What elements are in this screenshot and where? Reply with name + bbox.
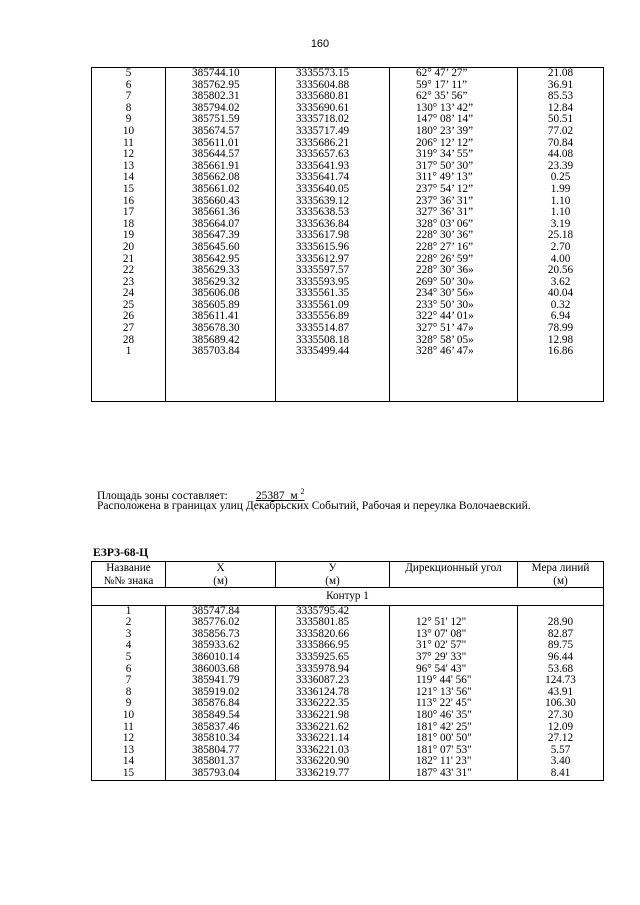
point-number: 22 <box>92 265 166 277</box>
line-length: 6.94 <box>518 311 604 323</box>
x-coordinate: 385611.01 <box>166 138 276 150</box>
direction-angle: 228° 30’ 36» <box>390 265 518 277</box>
x-coordinate: 385794.02 <box>166 103 276 115</box>
point-number: 2 <box>92 617 166 629</box>
coordinates-table-1 <box>91 67 604 402</box>
table-row <box>92 346 604 358</box>
direction-angle: 319° 34’ 55” <box>390 149 518 161</box>
direction-angle: 328° 58’ 05» <box>390 335 518 347</box>
x-coordinate: 385606.08 <box>166 288 276 300</box>
y-coordinate: 3335639.12 <box>276 196 390 208</box>
y-coordinate: 3335573.15 <box>276 68 390 80</box>
y-coordinate: 3335561.35 <box>276 288 390 300</box>
point-number: 7 <box>92 91 166 103</box>
direction-angle: 328° 46’ 47» <box>390 346 518 358</box>
table-row <box>92 68 604 80</box>
point-number: 21 <box>92 254 166 266</box>
point-number: 14 <box>92 172 166 184</box>
line-length: 1.10 <box>518 207 604 219</box>
y-coordinate: 3335925.65 <box>276 652 390 664</box>
direction-angle: 237° 54’ 12” <box>390 184 518 196</box>
y-coordinate: 3335593.95 <box>276 277 390 289</box>
area-label: Площадь зоны составляет: <box>97 489 228 502</box>
x-coordinate: 385856.73 <box>166 629 276 641</box>
table-row <box>92 265 604 277</box>
point-number: 16 <box>92 196 166 208</box>
y-coordinate: 3335690.61 <box>276 103 390 115</box>
x-coordinate: 385941.79 <box>166 675 276 687</box>
direction-angle: 327° 51’ 47» <box>390 323 518 335</box>
table-header-row <box>92 562 604 588</box>
point-number: 6 <box>92 664 166 676</box>
x-coordinate: 385876.84 <box>166 698 276 710</box>
y-coordinate: 3336221.98 <box>276 710 390 722</box>
table-row <box>92 675 604 687</box>
line-length: 85.53 <box>518 91 604 103</box>
table-row <box>92 242 604 254</box>
header-y: У (м) <box>276 562 390 588</box>
x-coordinate: 385661.36 <box>166 207 276 219</box>
y-coordinate: 3335717.49 <box>276 126 390 138</box>
table-row <box>92 126 604 138</box>
y-coordinate: 3336220.90 <box>276 756 390 768</box>
x-coordinate: 385662.08 <box>166 172 276 184</box>
x-coordinate: 385933.62 <box>166 640 276 652</box>
empty-cell <box>276 358 390 402</box>
point-number: 11 <box>92 722 166 734</box>
point-number: 1 <box>92 605 166 617</box>
point-number: 27 <box>92 323 166 335</box>
point-number: 15 <box>92 184 166 196</box>
line-length: 1.99 <box>518 184 604 196</box>
y-coordinate: 3335636.84 <box>276 219 390 231</box>
line-length: 44.08 <box>518 149 604 161</box>
x-coordinate: 385611.41 <box>166 311 276 323</box>
y-coordinate: 3335641.93 <box>276 161 390 173</box>
x-coordinate: 385629.33 <box>166 265 276 277</box>
zone-code-heading: ЕЗРЗ-68-Ц <box>93 547 149 559</box>
point-number: 15 <box>92 768 166 780</box>
table-row <box>92 768 604 780</box>
x-coordinate: 385810.34 <box>166 733 276 745</box>
point-number: 3 <box>92 629 166 641</box>
point-number: 26 <box>92 311 166 323</box>
line-length: 0.32 <box>518 300 604 312</box>
x-coordinate: 385919.02 <box>166 687 276 699</box>
line-length: 106.30 <box>518 698 604 710</box>
x-coordinate: 385647.39 <box>166 230 276 242</box>
direction-angle: 180° 46' 35" <box>390 710 518 722</box>
x-coordinate: 385703.84 <box>166 346 276 358</box>
point-number: 8 <box>92 687 166 699</box>
direction-angle: 187° 43' 31" <box>390 768 518 780</box>
line-length: 2.70 <box>518 242 604 254</box>
x-coordinate: 385645.60 <box>166 242 276 254</box>
x-coordinate: 385747.84 <box>166 605 276 617</box>
y-coordinate: 3335615.96 <box>276 242 390 254</box>
line-length: 23.39 <box>518 161 604 173</box>
point-number: 18 <box>92 219 166 231</box>
line-length: 124.73 <box>518 675 604 687</box>
direction-angle: 62° 35’ 56” <box>390 91 518 103</box>
header-x: X (м) <box>166 562 276 588</box>
zone-location-text: Расположена в границах улиц Декабрьских Событий, Рабочая и переулка Волочаевский. <box>97 500 531 512</box>
contour-label: Контур 1 <box>92 588 604 606</box>
y-coordinate: 3335514.87 <box>276 323 390 335</box>
x-coordinate: 385664.07 <box>166 219 276 231</box>
line-length: 21.08 <box>518 68 604 80</box>
line-length: 3.62 <box>518 277 604 289</box>
line-length: 3.40 <box>518 756 604 768</box>
direction-angle: 181° 07' 53" <box>390 745 518 757</box>
y-coordinate: 3336124.78 <box>276 687 390 699</box>
x-coordinate: 385661.02 <box>166 184 276 196</box>
point-number: 14 <box>92 756 166 768</box>
y-coordinate: 3335638.53 <box>276 207 390 219</box>
table-row <box>92 323 604 335</box>
line-length: 77.02 <box>518 126 604 138</box>
x-coordinate: 385642.95 <box>166 254 276 266</box>
direction-angle: 228° 27’ 16” <box>390 242 518 254</box>
table-row <box>92 652 604 664</box>
direction-angle: 181° 42' 25" <box>390 722 518 734</box>
direction-angle: 328° 03’ 06” <box>390 219 518 231</box>
point-number: 9 <box>92 114 166 126</box>
point-number: 10 <box>92 126 166 138</box>
direction-angle: 147° 08’ 14” <box>390 114 518 126</box>
point-number: 6 <box>92 80 166 92</box>
direction-angle: 322° 44’ 01» <box>390 311 518 323</box>
line-length: 50.51 <box>518 114 604 126</box>
line-length: 12.98 <box>518 335 604 347</box>
table-row <box>92 207 604 219</box>
point-number: 9 <box>92 698 166 710</box>
line-length: 36.91 <box>518 80 604 92</box>
table-row <box>92 710 604 722</box>
y-coordinate: 3335612.97 <box>276 254 390 266</box>
point-number: 12 <box>92 733 166 745</box>
y-coordinate: 3335978.94 <box>276 664 390 676</box>
y-coordinate: 3335680.81 <box>276 91 390 103</box>
x-coordinate: 385689.42 <box>166 335 276 347</box>
y-coordinate: 3335561.09 <box>276 300 390 312</box>
direction-angle: 121° 13' 56" <box>390 687 518 699</box>
direction-angle: 311° 49’ 13” <box>390 172 518 184</box>
y-coordinate: 3335657.63 <box>276 149 390 161</box>
point-number: 12 <box>92 149 166 161</box>
direction-angle: 233° 50’ 30» <box>390 300 518 312</box>
x-coordinate: 385804.77 <box>166 745 276 757</box>
point-number: 25 <box>92 300 166 312</box>
y-coordinate: 3335866.95 <box>276 640 390 652</box>
x-coordinate: 385605.89 <box>166 300 276 312</box>
line-length: 27.30 <box>518 710 604 722</box>
line-length: 89.75 <box>518 640 604 652</box>
table-row <box>92 733 604 745</box>
x-coordinate: 385674.57 <box>166 126 276 138</box>
point-number: 11 <box>92 138 166 150</box>
point-number: 10 <box>92 710 166 722</box>
y-coordinate: 3335617.98 <box>276 230 390 242</box>
direction-angle: 237° 36’ 31” <box>390 196 518 208</box>
direction-angle: 180° 23’ 39” <box>390 126 518 138</box>
point-number: 4 <box>92 640 166 652</box>
direction-angle: 182° 11' 23" <box>390 756 518 768</box>
y-coordinate: 3335597.57 <box>276 265 390 277</box>
header-name: Название №№ знака <box>92 562 166 588</box>
line-length: 16.86 <box>518 346 604 358</box>
direction-angle: 269° 50’ 30» <box>390 277 518 289</box>
direction-angle: 31° 02' 57" <box>390 640 518 652</box>
y-coordinate: 3336087.23 <box>276 675 390 687</box>
y-coordinate: 3336221.14 <box>276 733 390 745</box>
header-measure: Мера линий (м) <box>518 562 604 588</box>
line-length: 40.04 <box>518 288 604 300</box>
direction-angle: 12° 51' 12" <box>390 617 518 629</box>
direction-angle: 96° 54' 43" <box>390 664 518 676</box>
x-coordinate: 385751.59 <box>166 114 276 126</box>
direction-angle: 228° 30’ 36” <box>390 230 518 242</box>
y-coordinate: 3335640.05 <box>276 184 390 196</box>
empty-cell <box>518 358 604 402</box>
x-coordinate: 386010.14 <box>166 652 276 664</box>
empty-cell <box>92 358 166 402</box>
x-coordinate: 385744.10 <box>166 68 276 80</box>
point-number: 1 <box>92 346 166 358</box>
y-coordinate: 3335508.18 <box>276 335 390 347</box>
y-coordinate: 3335795.42 <box>276 605 390 617</box>
y-coordinate: 3335801.85 <box>276 617 390 629</box>
point-number: 8 <box>92 103 166 115</box>
line-length: 4.00 <box>518 254 604 266</box>
y-coordinate: 3335604.88 <box>276 80 390 92</box>
table-row <box>92 184 604 196</box>
coordinates-table-2 <box>91 561 604 781</box>
direction-angle: 317° 50’ 30” <box>390 161 518 173</box>
x-coordinate: 385629.32 <box>166 277 276 289</box>
y-coordinate: 3335718.02 <box>276 114 390 126</box>
line-length: 1.10 <box>518 196 604 208</box>
y-coordinate: 3336222.35 <box>276 698 390 710</box>
point-number: 13 <box>92 745 166 757</box>
direction-angle: 113° 22' 45" <box>390 698 518 710</box>
direction-angle: 13° 07' 08" <box>390 629 518 641</box>
line-length: 53.68 <box>518 664 604 676</box>
area-value: 25387 м $^2$ <box>255 487 305 502</box>
y-coordinate: 3335556.89 <box>276 311 390 323</box>
line-length: 12.09 <box>518 722 604 734</box>
page-number: 160 <box>310 38 330 50</box>
y-coordinate: 3336219.77 <box>276 768 390 780</box>
empty-cell <box>390 358 518 402</box>
point-number: 20 <box>92 242 166 254</box>
line-length: 27.12 <box>518 733 604 745</box>
table-row-empty <box>92 358 604 402</box>
point-number: 19 <box>92 230 166 242</box>
point-number: 24 <box>92 288 166 300</box>
line-length: 25.18 <box>518 230 604 242</box>
line-length: 82.87 <box>518 629 604 641</box>
x-coordinate: 385776.02 <box>166 617 276 629</box>
line-length: 5.57 <box>518 745 604 757</box>
x-coordinate: 385837.46 <box>166 722 276 734</box>
line-length: 12.84 <box>518 103 604 115</box>
direction-angle: 37° 29' 33" <box>390 652 518 664</box>
y-coordinate: 3335686.21 <box>276 138 390 150</box>
direction-angle: 119° 44' 56" <box>390 675 518 687</box>
line-length: 96.44 <box>518 652 604 664</box>
point-number: 7 <box>92 675 166 687</box>
line-length: 28.90 <box>518 617 604 629</box>
direction-angle: 59° 17’ 11” <box>390 80 518 92</box>
y-coordinate: 3335499.44 <box>276 346 390 358</box>
point-number: 17 <box>92 207 166 219</box>
line-length: 70.84 <box>518 138 604 150</box>
x-coordinate: 385849.54 <box>166 710 276 722</box>
x-coordinate: 385644.57 <box>166 149 276 161</box>
line-length: 78.99 <box>518 323 604 335</box>
line-length: 20.56 <box>518 265 604 277</box>
line-length: 3.19 <box>518 219 604 231</box>
y-coordinate: 3335820.66 <box>276 629 390 641</box>
point-number: 23 <box>92 277 166 289</box>
point-number: 5 <box>92 652 166 664</box>
line-length: 0.25 <box>518 172 604 184</box>
line-length: 8.41 <box>518 768 604 780</box>
x-coordinate: 385793.04 <box>166 768 276 780</box>
contour-row <box>92 588 604 606</box>
x-coordinate: 385661.91 <box>166 161 276 173</box>
line-length: 43.91 <box>518 687 604 699</box>
point-number: 13 <box>92 161 166 173</box>
table-row <box>92 149 604 161</box>
direction-angle: 327° 36’ 31” <box>390 207 518 219</box>
y-coordinate: 3336221.03 <box>276 745 390 757</box>
x-coordinate: 385678.30 <box>166 323 276 335</box>
y-coordinate: 3336221.62 <box>276 722 390 734</box>
direction-angle: 228° 26’ 59” <box>390 254 518 266</box>
direction-angle: 234° 30’ 56» <box>390 288 518 300</box>
header-angle: Дирекционный угол <box>390 562 518 588</box>
x-coordinate: 385660.43 <box>166 196 276 208</box>
x-coordinate: 386003.68 <box>166 664 276 676</box>
direction-angle: 62° 47’ 27” <box>390 68 518 80</box>
direction-angle: 181° 00' 50" <box>390 733 518 745</box>
direction-angle: 130° 13’ 42” <box>390 103 518 115</box>
point-number: 28 <box>92 335 166 347</box>
x-coordinate: 385802.31 <box>166 91 276 103</box>
direction-angle: 206° 12’ 12” <box>390 138 518 150</box>
y-coordinate: 3335641.74 <box>276 172 390 184</box>
point-number: 5 <box>92 68 166 80</box>
empty-cell <box>166 358 276 402</box>
x-coordinate: 385762.95 <box>166 80 276 92</box>
x-coordinate: 385801.37 <box>166 756 276 768</box>
